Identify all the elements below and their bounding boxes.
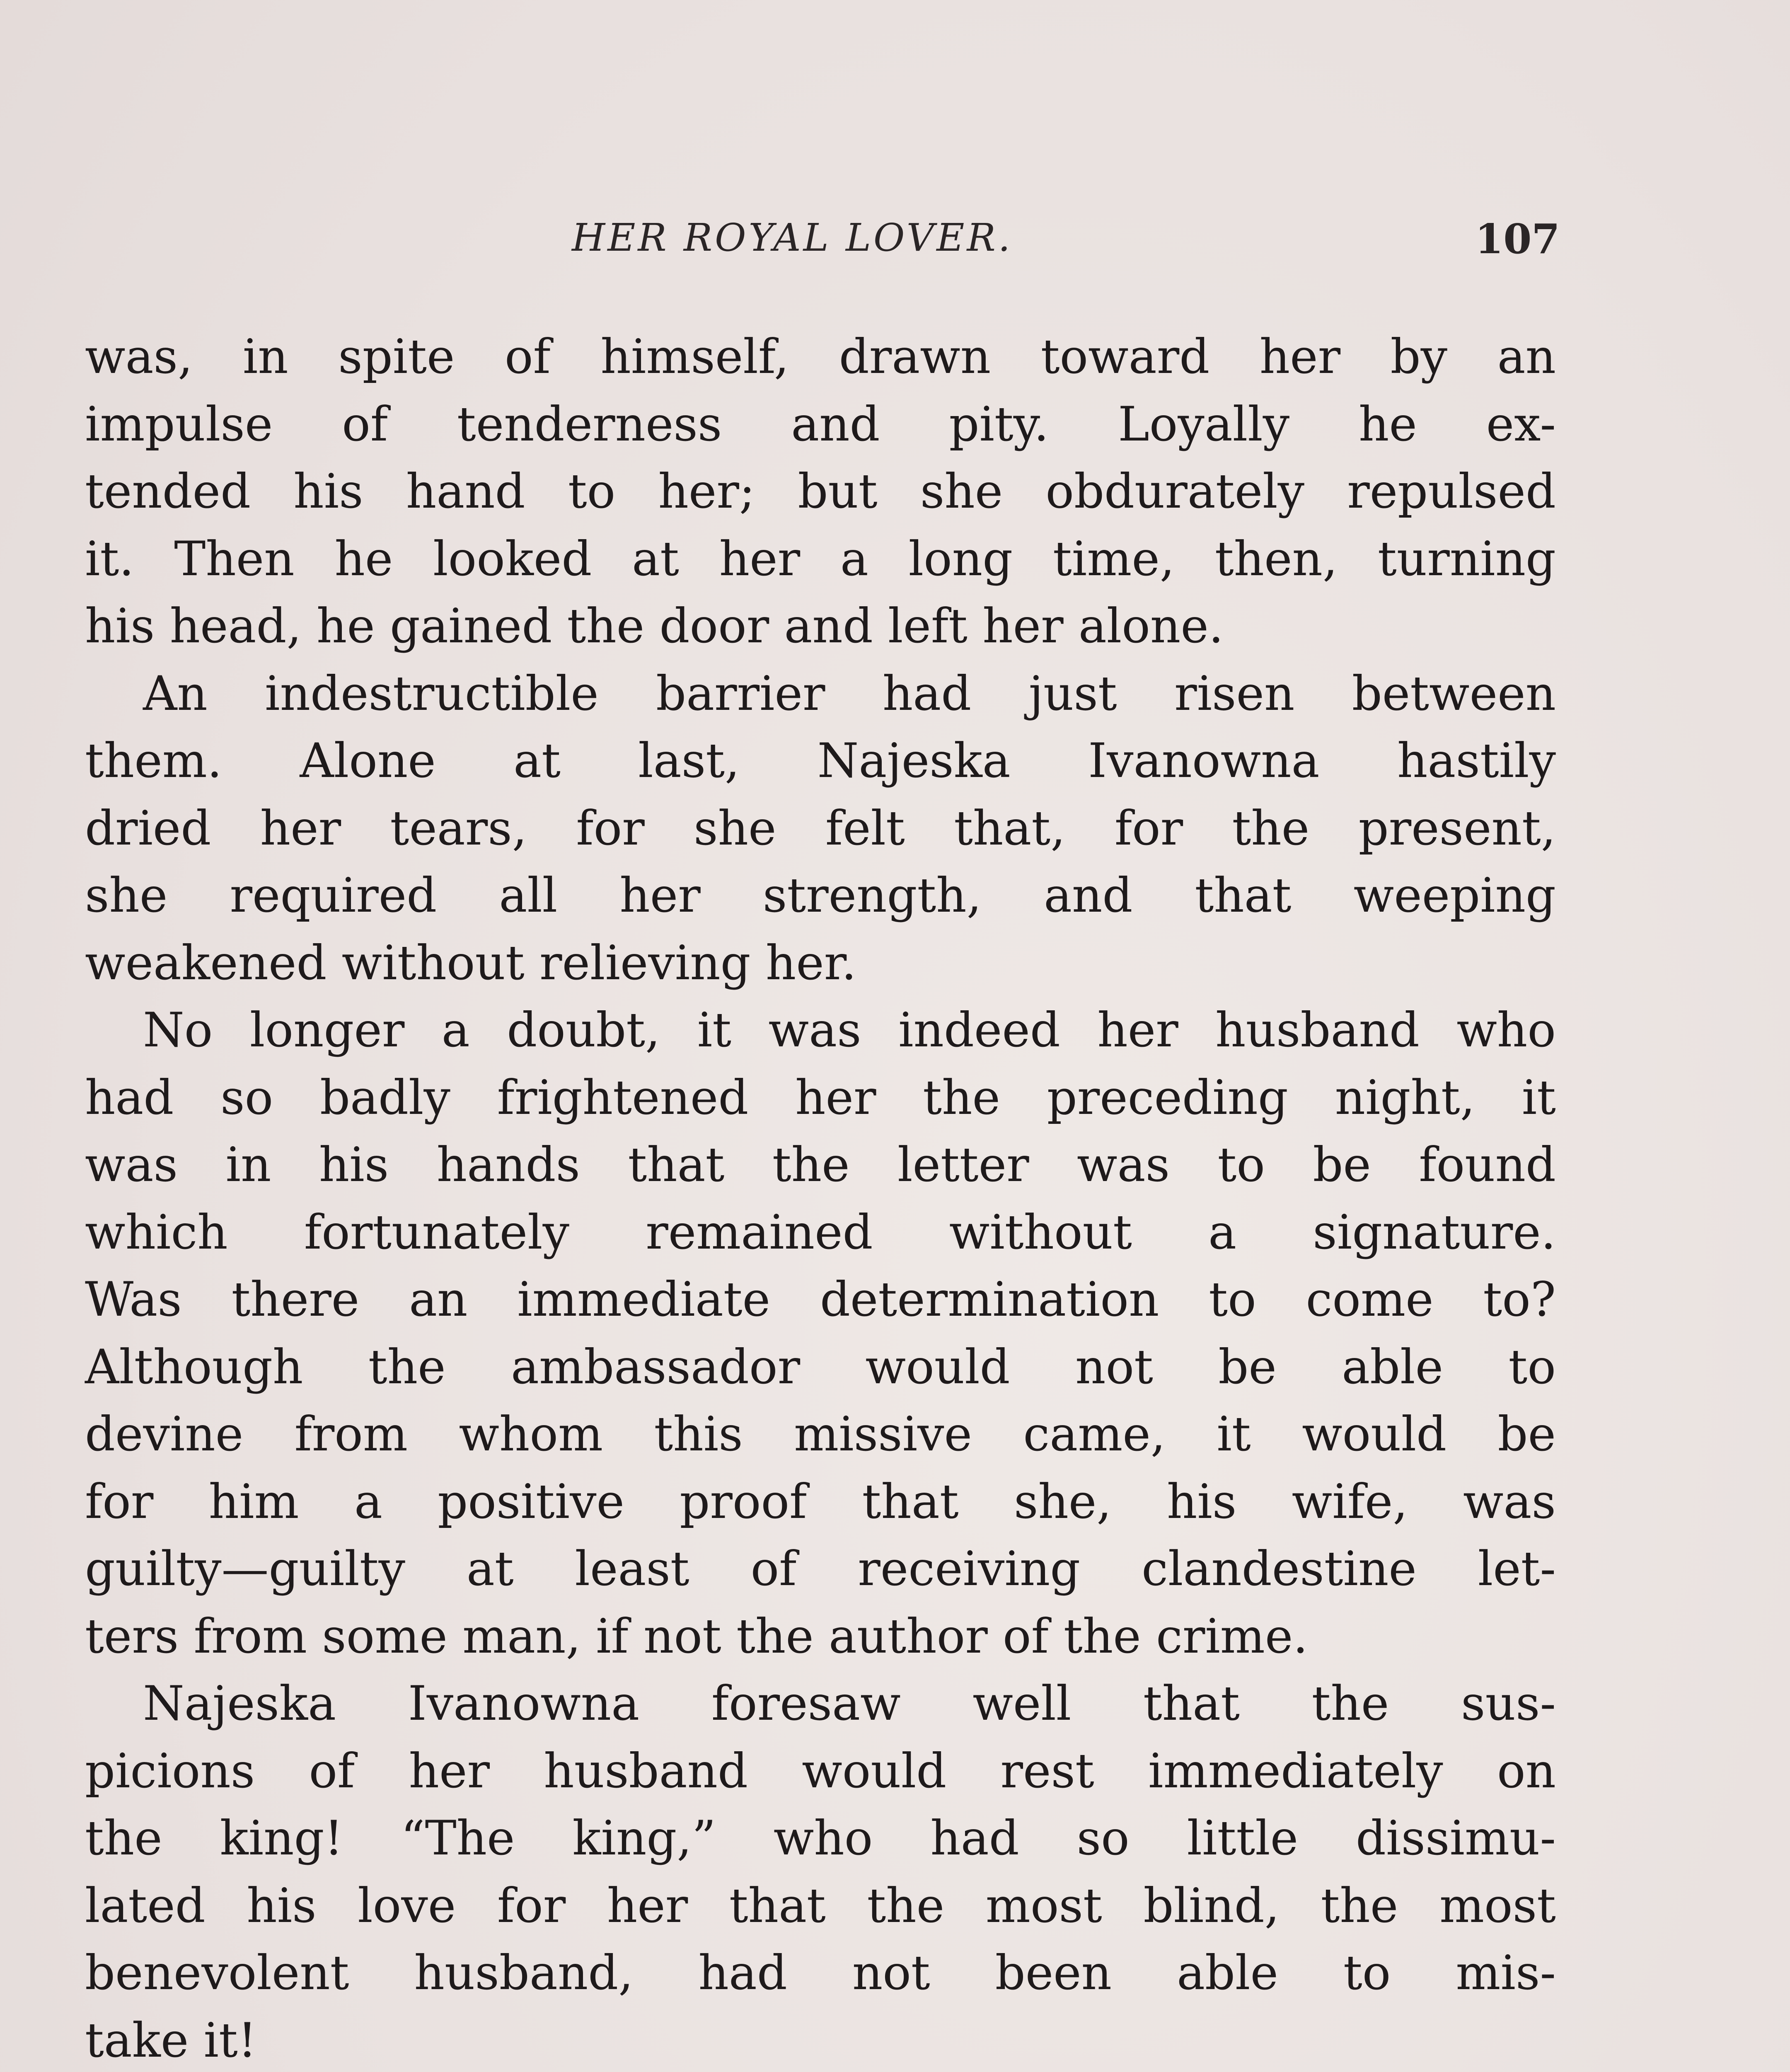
text-line: Was there an immediate determination to come to? xyxy=(85,1272,1556,1327)
running-head: HER ROYAL LOVER. xyxy=(572,215,1013,260)
text-line: No longer a doubt, it was indeed her husband who xyxy=(143,1002,1556,1058)
text-line: which fortunately remained without a signature. xyxy=(85,1204,1556,1260)
text-line: ters from some man, if not the author of the crime. xyxy=(85,1608,1308,1664)
text-line: was in his hands that the letter was to be found xyxy=(85,1137,1556,1192)
text-line: had so badly frightened her the preceding night, it xyxy=(85,1070,1556,1125)
text-line: guilty—guilty at least of receiving clandestine let- xyxy=(85,1541,1556,1596)
text-line: dried her tears, for she felt that, for the present, xyxy=(85,800,1556,856)
paragraph-2 xyxy=(85,660,1556,997)
text-line: impulse of tenderness and pity. Loyally he ex- xyxy=(85,396,1556,452)
text-line: take it! xyxy=(85,2012,257,2068)
paragraph-3 xyxy=(85,997,1556,1670)
text-line: for him a positive proof that she, his wife, was xyxy=(85,1474,1556,1529)
text-line: she required all her strength, and that weeping xyxy=(85,868,1556,923)
body-text xyxy=(85,323,1556,2072)
paragraph-1 xyxy=(85,323,1556,660)
text-line: lated his love for her that the most blind, the most xyxy=(85,1878,1556,1933)
paragraph-4 xyxy=(85,1670,1556,2072)
text-line: An indestructible barrier had just risen between xyxy=(143,666,1556,721)
text-line: them. Alone at last, Najeska Ivanowna hastily xyxy=(85,733,1556,788)
text-line: Although the ambassador would not be able to xyxy=(85,1339,1556,1394)
text-line: tended his hand to her; but she obdurately repulsed xyxy=(85,464,1556,519)
text-line: his head, he gained the door and left her alone. xyxy=(85,598,1224,654)
text-line: weakened without relieving her. xyxy=(85,935,856,990)
text-line: the king! “The king,” who had so little dissimu- xyxy=(85,1811,1556,1866)
page-number: 107 xyxy=(1475,215,1560,263)
text-line: it. Then he looked at her a long time, then, turning xyxy=(85,531,1556,586)
text-line: picions of her husband would rest immediately on xyxy=(85,1743,1556,1798)
text-line: devine from whom this missive came, it would be xyxy=(85,1406,1556,1462)
text-line: was, in spite of himself, drawn toward her by an xyxy=(85,329,1556,384)
text-line: benevolent husband, had not been able to mis- xyxy=(85,1945,1556,2000)
text-line: Najeska Ivanowna foresaw well that the sus- xyxy=(143,1676,1556,1731)
